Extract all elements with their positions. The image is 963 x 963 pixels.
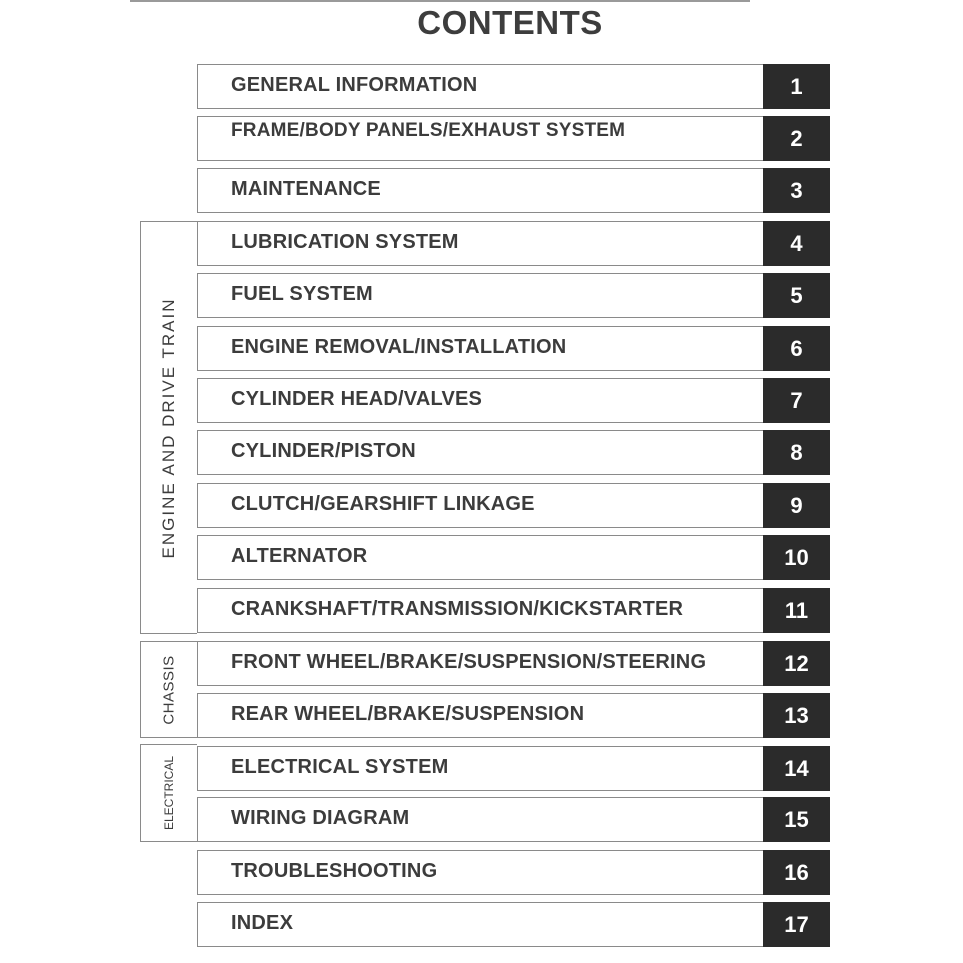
toc-entry-fuel-system[interactable] (197, 273, 830, 318)
toc-entry-cylinder-piston[interactable] (197, 430, 830, 475)
entry-label: WIRING DIAGRAM (231, 807, 410, 829)
entry-label: FRAME/BODY PANELS/EXHAUST SYSTEM (231, 120, 626, 141)
group-electrical (140, 744, 197, 842)
section-tab: 2 (763, 116, 830, 161)
entry-label: CYLINDER HEAD/VALVES (231, 388, 483, 410)
group-engine-and-drive-train (140, 221, 197, 634)
entry-label: INDEX (231, 912, 294, 934)
entry-label: ALTERNATOR (231, 545, 368, 567)
section-tab: 10 (763, 535, 830, 580)
section-tab: 11 (763, 588, 830, 633)
entry-label: CRANKSHAFT/TRANSMISSION/KICKSTARTER (231, 598, 684, 620)
entry-label: GENERAL INFORMATION (231, 74, 478, 96)
entry-label: ELECTRICAL SYSTEM (231, 756, 449, 778)
section-tab: 6 (763, 326, 830, 371)
toc-entry-crankshaft-transmission-kickstarter[interactable] (197, 588, 830, 633)
toc-entry-maintenance[interactable] (197, 168, 830, 213)
group-label: CHASSIS (160, 654, 178, 725)
section-tab: 5 (763, 273, 830, 318)
toc-entry-troubleshooting[interactable] (197, 850, 830, 895)
entry-label: FUEL SYSTEM (231, 283, 373, 305)
section-tab: 4 (763, 221, 830, 266)
entry-label: LUBRICATION SYSTEM (231, 231, 459, 253)
section-tab: 7 (763, 378, 830, 423)
toc-entry-engine-removal-installation[interactable] (197, 326, 830, 371)
toc-entry-front-wheel-brake-suspension-steering[interactable] (197, 641, 830, 686)
entry-label: CYLINDER/PISTON (231, 440, 416, 462)
toc-entry-lubrication-system[interactable] (197, 221, 830, 266)
section-tab: 13 (763, 693, 830, 738)
section-tab: 8 (763, 430, 830, 475)
section-tab: 1 (763, 64, 830, 109)
entry-label: TROUBLESHOOTING (231, 860, 438, 882)
toc-entry-alternator[interactable] (197, 535, 830, 580)
entry-label: CLUTCH/GEARSHIFT LINKAGE (231, 493, 535, 515)
section-tab: 9 (763, 483, 830, 528)
entry-label: FRONT WHEEL/BRAKE/SUSPENSION/STEERING (231, 651, 707, 673)
page-title: CONTENTS (417, 4, 603, 41)
toc-entry-cylinder-head-valves[interactable] (197, 378, 830, 423)
toc-entry-index[interactable] (197, 902, 830, 947)
toc-entry-electrical-system[interactable] (197, 746, 830, 791)
group-label: ELECTRICAL (162, 755, 176, 831)
section-tab: 3 (763, 168, 830, 213)
entry-label: ENGINE REMOVAL/INSTALLATION (231, 336, 567, 358)
entry-label: MAINTENANCE (231, 178, 381, 200)
toc-entry-general-information[interactable] (197, 64, 830, 109)
toc-entry-rear-wheel-brake-suspension[interactable] (197, 693, 830, 738)
entry-label: REAR WHEEL/BRAKE/SUSPENSION (231, 703, 585, 725)
toc-entry-wiring-diagram[interactable] (197, 797, 830, 842)
group-chassis (140, 641, 197, 738)
section-tab: 17 (763, 902, 830, 947)
section-tab: 16 (763, 850, 830, 895)
toc-entry-clutch-gearshift-linkage[interactable] (197, 483, 830, 528)
group-label: ENGINE AND DRIVE TRAIN (159, 297, 178, 558)
section-tab: 14 (763, 746, 830, 791)
toc-entry-frame-body-panels-exhaust[interactable] (197, 116, 830, 161)
section-tab: 15 (763, 797, 830, 842)
section-tab: 12 (763, 641, 830, 686)
